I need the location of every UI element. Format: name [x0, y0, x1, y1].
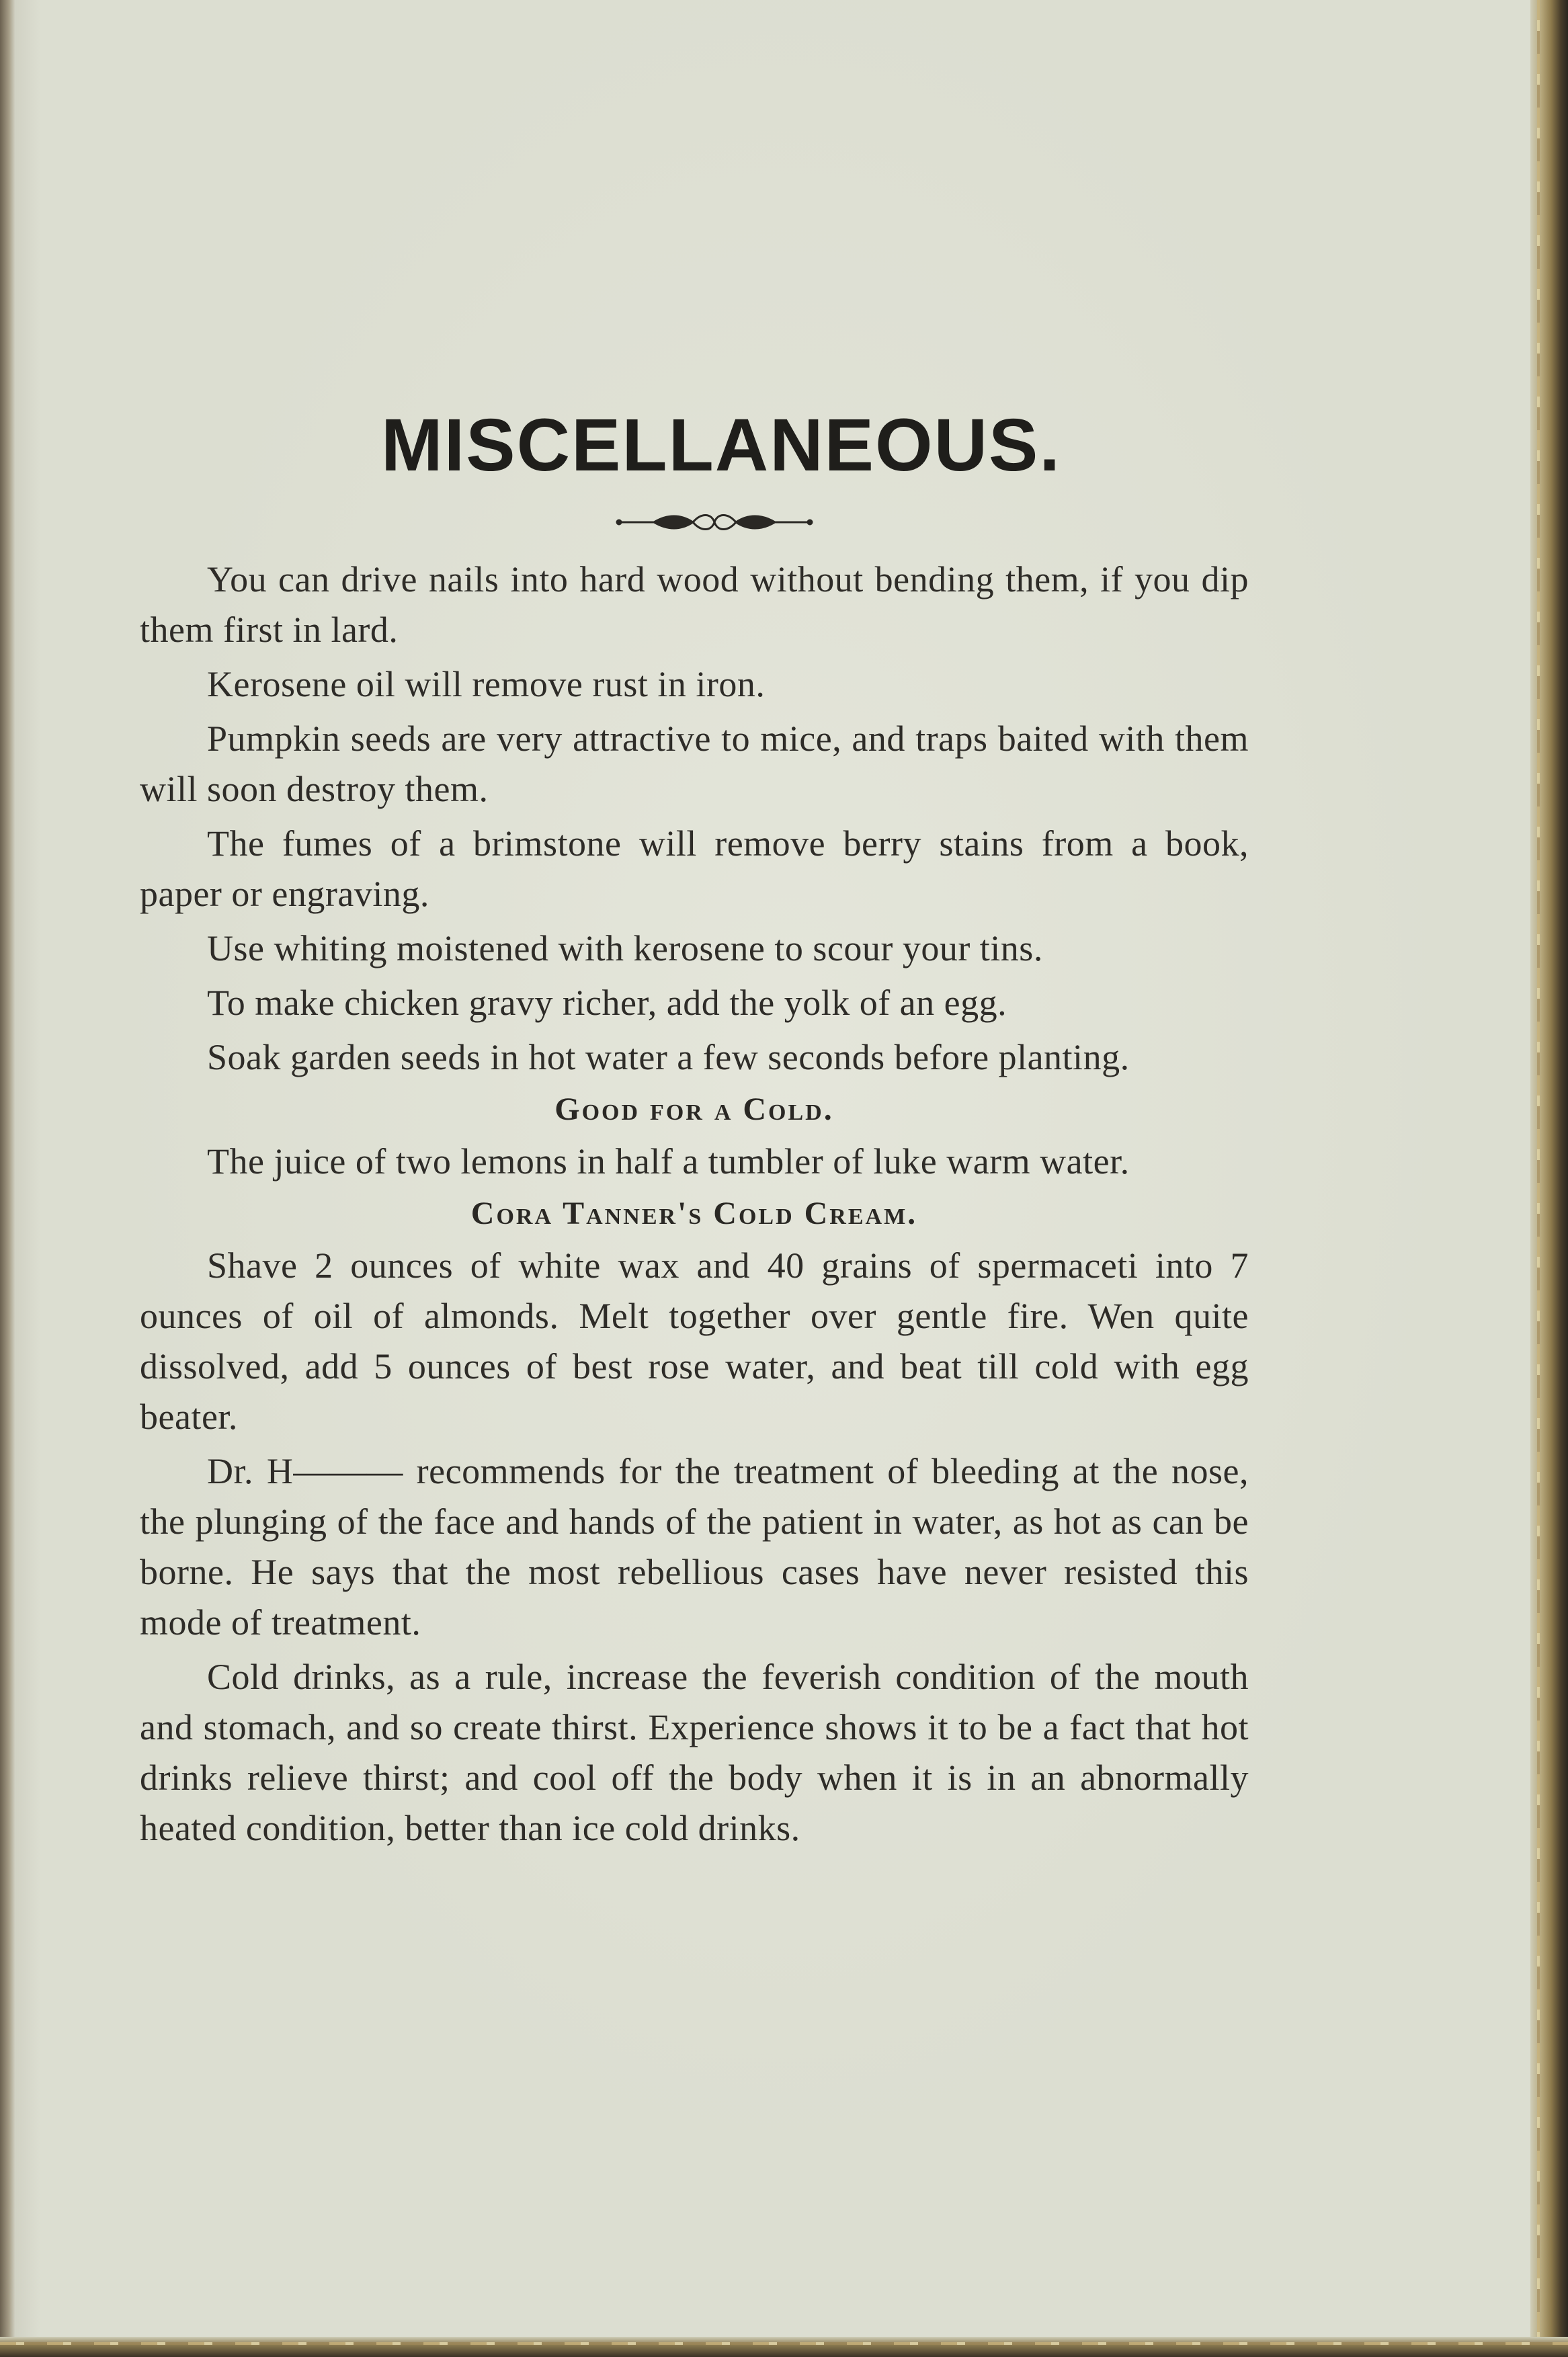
- paragraph-hot-drinks: Cold drinks, as a rule, increase the feverish condition of the mouth and stomach, and so create thirst. Experience shows it to be a fact that hot drinks relieve thirst; and cool off the body when it is in an abnormally heated condition, better than ice cold drinks.: [140, 1656, 1249, 1848]
- heading-cold-cream-text: Cora Tanner's Cold Cream.: [470, 1195, 918, 1231]
- heading-good-for-a-cold-text: Good for a Cold.: [554, 1091, 834, 1127]
- page-binding-edge: [0, 0, 15, 2357]
- paragraph-nails: You can drive nails into hard wood without bending them, if you dip them first in lard.: [140, 559, 1249, 650]
- heading-good-for-a-cold: [140, 1083, 1249, 1136]
- paragraph-cold-cream-recipe: Shave 2 ounces of white wax and 40 grains of spermaceti into 7 ounces of oil of almonds. Melt together over gentle fire. Wen quite dissolved, add 5 ounces of best rose water, and beat till cold with egg beater.: [140, 1245, 1249, 1437]
- paragraph-garden-seeds: Soak garden seeds in hot water a few seconds before planting.: [207, 1036, 1130, 1077]
- page-title: MISCELLANEOUS.: [381, 404, 1061, 487]
- paragraph-kerosene-rust: Kerosene oil will remove rust in iron.: [207, 663, 766, 704]
- paragraph-lemon-juice: The juice of two lemons in half a tumbler of luke warm water.: [207, 1141, 1130, 1182]
- paragraph-pumpkin-seeds: Pumpkin seeds are very attractive to mice, and traps baited with them will soon destroy them.: [140, 718, 1249, 809]
- paragraph-brimstone: The fumes of a brimstone will remove berry stains from a book, paper or engraving.: [140, 823, 1249, 914]
- page-bottom-edge: [0, 2337, 1568, 2357]
- paragraph-nose-bleeding: Dr. H——— recommends for the treatment of bleeding at the nose, the plunging of the face and hands of the patient in water, as hot as can be borne. He says that the most rebellious cases have never resisted this mode of treatment.: [140, 1450, 1249, 1643]
- paragraph-whiting: Use whiting moistened with kerosene to scour your tins.: [207, 927, 1043, 968]
- paragraph-chicken-gravy: To make chicken gravy richer, add the yolk of an egg.: [207, 982, 1007, 1023]
- page-content: [140, 403, 1249, 1854]
- heading-cold-cream: [140, 1187, 1249, 1241]
- decorative-flourish-icon: [573, 509, 815, 536]
- page-fore-edge: [1530, 0, 1568, 2357]
